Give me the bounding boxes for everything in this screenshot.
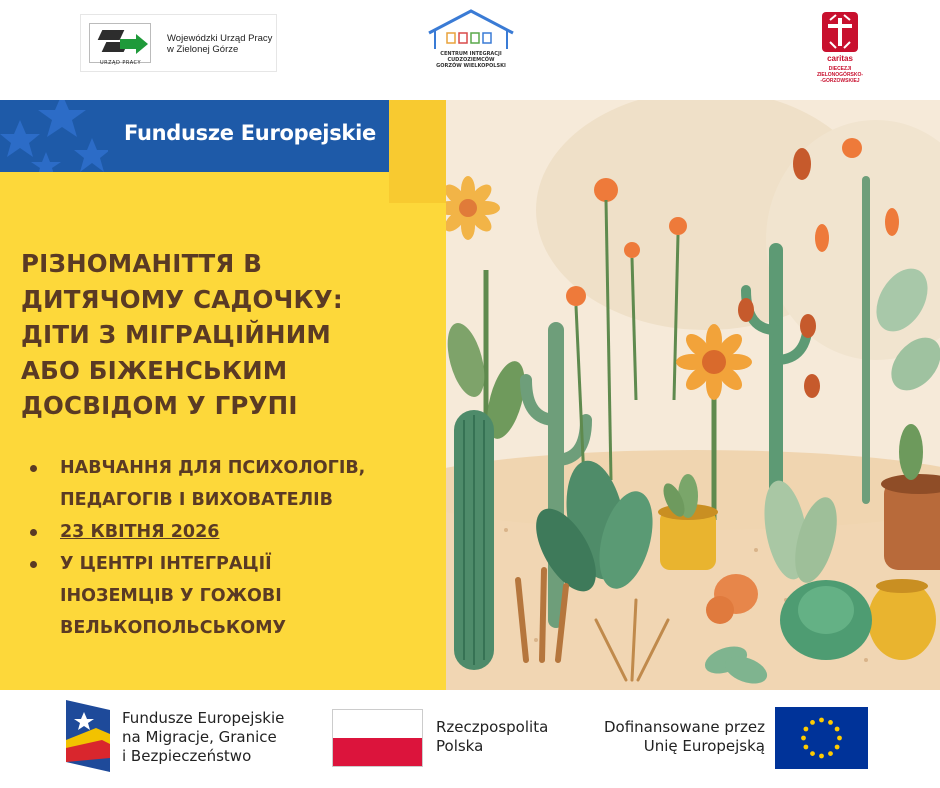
eu-cofunding-line1: Dofinansowane przez <box>603 718 765 736</box>
wup-name <box>167 33 272 55</box>
info-panel <box>0 100 446 690</box>
poland-name <box>436 718 548 756</box>
eu-cofunding-text <box>593 718 765 756</box>
date-item <box>30 516 440 548</box>
poland-line2: Polska <box>436 737 484 755</box>
location-line1: У ЦЕНТРІ ІНТЕГРАЦІЇ <box>60 554 272 574</box>
cim-name-line2: GORZÓW WIELKOPOLSKI <box>436 63 506 69</box>
header-bar <box>0 0 940 100</box>
wup-logo <box>80 14 277 72</box>
poland-flag-icon <box>332 709 423 767</box>
cim-name-line1: CENTRUM INTEGRACJI CUDZOZIEMCÓW <box>440 51 502 63</box>
fe-migration-name <box>122 709 284 766</box>
caritas-name: caritas <box>827 54 853 63</box>
title-line: ДИТЯЧОМУ САДОЧКУ: <box>21 284 343 314</box>
caritas-diocese-line1: DIECEZJI <box>828 66 852 72</box>
eu-cofunding-line2: Unię Europejską <box>643 737 765 755</box>
eu-program-name: Fundusze Europejskie <box>124 121 376 145</box>
title-line: ДІТИ З МІГРАЦІЙНИМ <box>21 320 331 349</box>
cim-name <box>423 51 519 69</box>
poland-line1: Rzeczpospolita <box>436 718 549 736</box>
eu-stars-graphic <box>0 100 108 172</box>
location-line3: ВЕЛЬКОПОЛЬСЬКОМУ <box>60 618 287 638</box>
wup-name-line2: w Zielonej Górze <box>167 44 239 55</box>
star-pattern-icon <box>0 100 108 172</box>
wup-mark-icon <box>89 23 151 66</box>
caritas-diocese-line3: -GORZOWSKIEJ <box>820 78 860 84</box>
wup-name-line1: Wojewódzki Urząd Pracy <box>167 33 273 44</box>
fe-migration-line3: i Bezpieczeństwo <box>122 747 252 765</box>
fe-migration-line1: Fundusze Europejskie <box>122 709 285 727</box>
plants-image <box>446 100 940 690</box>
info-list <box>30 452 440 644</box>
eu-flag-icon <box>775 707 868 769</box>
title-line: АБО БІЖЕНСЬКИМ <box>21 355 288 385</box>
location-line2: ІНОЗЕМЦІВ У ГОЖОВІ <box>60 586 282 606</box>
fe-migration-line2: na Migracje, Granice <box>122 728 277 746</box>
audience-line1: НАВЧАННЯ ДЛЯ ПСИХОЛОГІВ, <box>60 458 366 478</box>
fe-migration-emblem-icon <box>66 700 110 772</box>
caritas-diocese-line2: ZIELONOGÓRSKO- <box>816 72 864 78</box>
event-date: 23 КВІТНЯ 2026 <box>60 522 220 542</box>
funding-footer <box>0 690 940 788</box>
title-line: РІЗНОМАНІТТЯ В <box>21 249 263 278</box>
caritas-cross-icon <box>800 12 880 54</box>
title-line: ДОСВІДОМ У ГРУПІ <box>21 391 298 420</box>
caritas-logo <box>800 12 880 92</box>
eu-banner-strip <box>0 172 389 203</box>
bullet-icon <box>30 529 37 536</box>
eu-banner <box>0 100 446 203</box>
bullet-icon <box>30 561 37 568</box>
location-item <box>30 548 440 644</box>
cim-logo <box>421 7 521 69</box>
plants-illustration <box>446 100 940 690</box>
audience-item <box>30 452 440 516</box>
page-title <box>21 246 421 424</box>
wup-mark-label: URZĄD PRACY <box>100 60 141 66</box>
bullet-icon <box>30 465 37 472</box>
audience-line2: ПЕДАГОГІВ І ВИХОВАТЕЛІВ <box>60 490 333 510</box>
caritas-diocese <box>800 66 880 84</box>
